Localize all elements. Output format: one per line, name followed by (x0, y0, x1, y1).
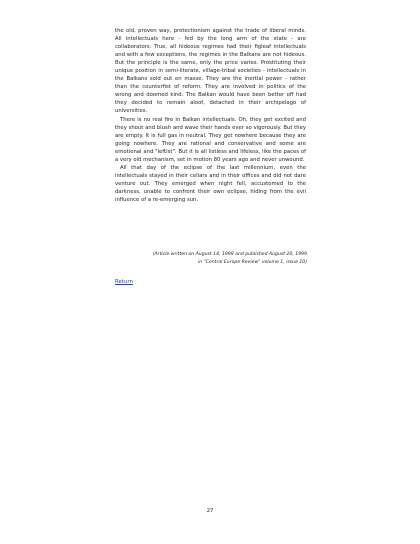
publication-note-line-1: (Article written on August 14, 1999 and published August 20, 1999 (152, 252, 307, 257)
return-link[interactable]: Return (115, 279, 133, 285)
publication-note-line-2: in "Central Europe Review" volume 1, issue 10) (197, 260, 307, 265)
article-paragraph-2: There is no real fire in Balkan intellectuals. Oh, they get excited and they shout and blush and wave their hands ever so vigorously. But they are empty. It is full gas in neutral. They get nowhere because they are going nowhere. They are rational and conservative and some are emotional and "leftist". But it is all listless and lifeless, like the paces of a very old mechanism, set in motion 80 years ago and never unwound. (115, 116, 306, 163)
page-number: 27 (206, 508, 214, 514)
publication-note (87, 251, 307, 267)
article-paragraph-3: All that day of the eclipse of the last millennium, even the intellectuals stayed in their cellars and in their offices and did not dare venture out. They emerged when night fell, accustomed to the darkness, unable to confront their own eclipse, hiding from the evil influence of a re-emerging sun. (115, 164, 306, 203)
article-paragraph-1: the old, proven way, protectionism against the trade of liberal minds. All intellectuals here - fed by the long arm of the state - are collaborators. True, all hideous regimes had their figleaf intellectuals and with a few exceptions, the regimes in the Balkans are not hideous. But the principle is the same, only the price varies. Prostituting their unique position in semi-literate, village-tribal societies - intellectuals in the Balkans sold out en masse. They are the inertial power - rather than the counterfist of reform. They are involved in politics of the wrong and doomed kind. The Balkan would have been better off had they decided to remain aloof, detached in their archipelago of universities. (115, 28, 306, 115)
article-body (115, 27, 306, 204)
